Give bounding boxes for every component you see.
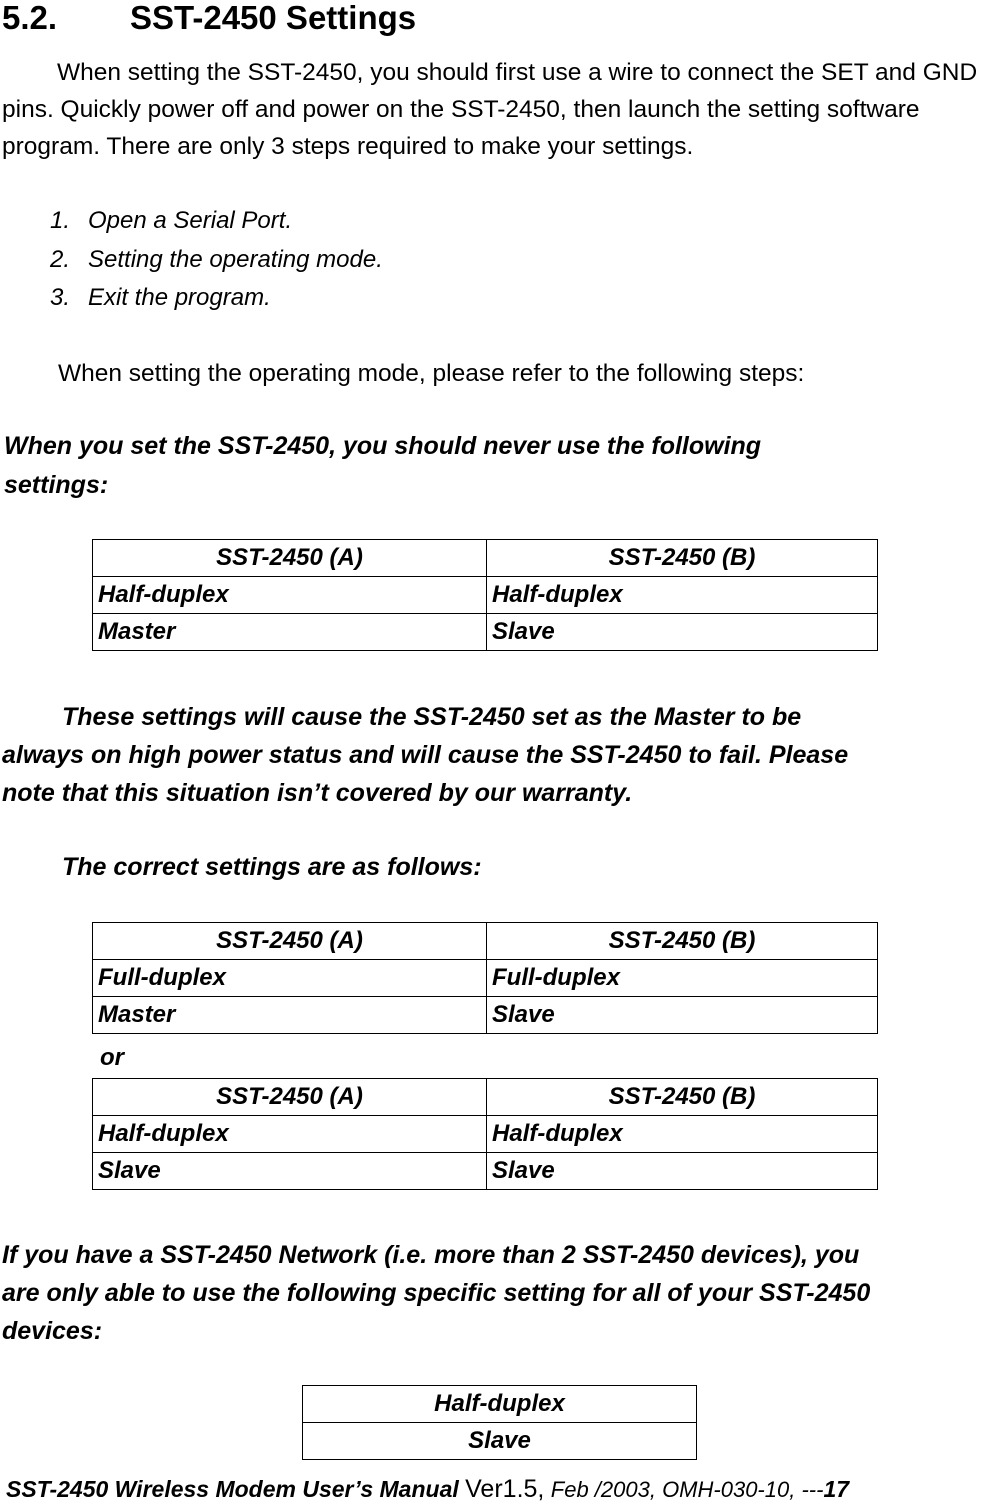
table-header-row (93, 1079, 878, 1116)
page-footer (6, 1474, 849, 1505)
table-cell: Master (93, 997, 487, 1034)
table-cell: Slave (487, 614, 878, 651)
wrong-settings-table (92, 539, 878, 651)
correct-settings-heading: The correct settings are as follows: (62, 853, 482, 881)
step-text: Exit the program. (88, 284, 271, 311)
table-cell: Master (93, 614, 487, 651)
column-header: SST-2450 (B) (487, 923, 878, 960)
table-cell: Slave (303, 1423, 697, 1460)
column-header: SST-2450 (A) (93, 923, 487, 960)
network-settings-table (302, 1385, 697, 1460)
table-cell: Half-duplex (487, 577, 878, 614)
table-row (93, 997, 878, 1034)
footer-date: Feb /2003, OMH-030-10, --- (550, 1477, 824, 1502)
step-item-2 (50, 241, 383, 279)
table-row (93, 1116, 878, 1153)
network-line-2: are only able to use the following specific setting for all of your SST-2450 (2, 1279, 871, 1307)
step-number: 2. (50, 246, 71, 273)
table-row (93, 614, 878, 651)
footer-version: Ver1.5, (465, 1475, 545, 1503)
table-cell: Slave (487, 1153, 878, 1190)
step-item-1 (50, 202, 292, 240)
correct-settings-table-1 (92, 922, 878, 1034)
table-cell: Full-duplex (93, 960, 487, 997)
step-item-3 (50, 279, 271, 317)
page-number: 17 (823, 1476, 850, 1502)
footer-manual-title: SST-2450 Wireless Modem User’s Manual (6, 1476, 459, 1502)
table-cell: Half-duplex (303, 1386, 697, 1423)
or-label: or (100, 1044, 124, 1071)
intro-paragraph (2, 54, 1002, 165)
section-title: SST-2450 Settings (130, 0, 417, 36)
warning-line-1: When you set the SST-2450, you should never use the following (4, 432, 762, 460)
consequence-line-1: These settings will cause the SST-2450 set as the Master to be (62, 703, 802, 731)
consequence-line-3: note that this situation isn’t covered by our warranty. (2, 779, 633, 807)
table-header-row (93, 923, 878, 960)
step-number: 1. (50, 207, 71, 234)
table-cell: Slave (93, 1153, 487, 1190)
network-line-3: devices: (2, 1317, 103, 1345)
section-number: 5.2. (2, 0, 58, 36)
step-text: Setting the operating mode. (88, 246, 383, 273)
step-number: 3. (50, 284, 71, 311)
column-header: SST-2450 (B) (487, 540, 878, 577)
table-row (93, 1153, 878, 1190)
correct-settings-table-2 (92, 1078, 878, 1190)
table-row (303, 1423, 697, 1460)
table-cell: Half-duplex (93, 577, 487, 614)
network-line-1: If you have a SST-2450 Network (i.e. more than 2 SST-2450 devices), you (2, 1241, 860, 1269)
section-heading (2, 0, 416, 36)
table-header-row (93, 540, 878, 577)
table-row (93, 577, 878, 614)
table-cell: Slave (487, 997, 878, 1034)
consequence-line-2: always on high power status and will cause the SST-2450 to fail. Please (2, 741, 849, 769)
intro-text: When setting the SST-2450, you should first use a wire to connect the SET and GND pins. Quickly power off and power on the SST-2450, then launch the setting software program. There are only 3 steps required to make your settings. (2, 59, 978, 160)
mode-intro: When setting the operating mode, please refer to the following steps: (58, 360, 805, 387)
table-row (93, 960, 878, 997)
table-cell: Half-duplex (487, 1116, 878, 1153)
column-header: SST-2450 (A) (93, 1079, 487, 1116)
table-cell: Half-duplex (93, 1116, 487, 1153)
warning-line-2: settings: (4, 471, 109, 499)
table-cell: Full-duplex (487, 960, 878, 997)
column-header: SST-2450 (A) (93, 540, 487, 577)
table-row (303, 1386, 697, 1423)
column-header: SST-2450 (B) (487, 1079, 878, 1116)
step-text: Open a Serial Port. (88, 207, 293, 234)
